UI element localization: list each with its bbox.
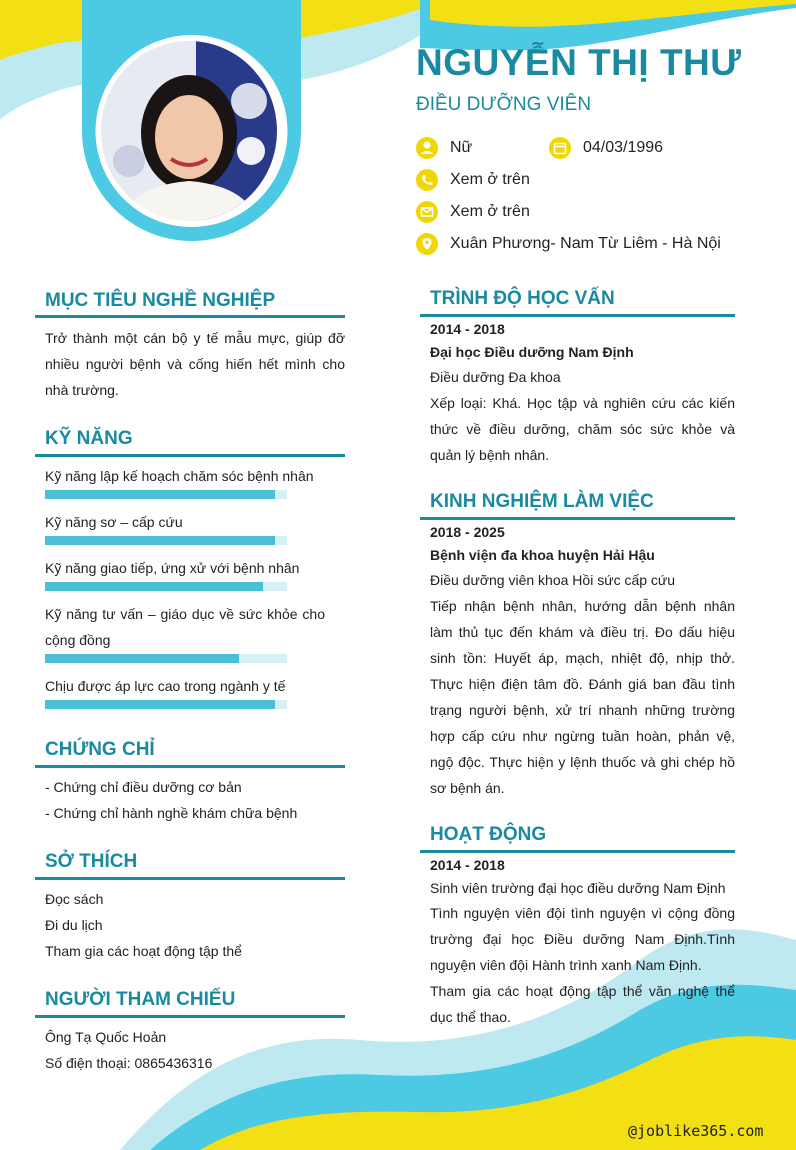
certificates-title: CHỨNG CHỈ: [45, 739, 155, 760]
objective-text: Trở thành một cán bộ y tế mẫu mực, giúp đỡ nhiều người bệnh và cống hiến hết mình cho nhà trường.: [45, 330, 345, 398]
hobbies-divider: [35, 877, 345, 880]
skill-label: Chịu được áp lực cao trong ngành y tế: [45, 678, 286, 694]
birthday-value: 04/03/1996: [583, 139, 664, 156]
education-detail: Xếp loại: Khá. Học tập và nghiên cứu các kiến thức về điều dưỡng, chăm sóc sức khỏe và quản lý bệnh nhân.: [430, 395, 735, 463]
skill-bar: [45, 654, 287, 663]
skills-divider: [35, 454, 345, 457]
hobby-item: Tham gia các hoạt động tập thể: [45, 943, 242, 959]
candidate-name: NGUYỄN THỊ THƯ: [416, 42, 742, 83]
experience-detail: Tiếp nhận bệnh nhân, hướng dẫn bệnh nhân làm thủ tục đến khám và điều trị. Đo dấu hiệu sinh tồn: Huyết áp, mạch, nhiệt độ, nhịp thở. Thực hiện điện tâm đồ. Đánh giá ban đầu tình trạng người bệnh, xử trí nhanh những trường hợp cấp cứu như ngừng tuần hoàn, phản vệ, ngộ độc. Thực hiện y lệnh thuốc và ghi chép hồ sơ bệnh án.: [430, 598, 735, 796]
reference-phone: Số điện thoại: 0865436316: [45, 1055, 213, 1071]
certificates-divider: [35, 765, 345, 768]
email-value: Xem ở trên: [450, 203, 530, 220]
skill-bar-fill: [45, 536, 275, 545]
skill-bar: [45, 582, 287, 591]
candidate-role: ĐIỀU DƯỠNG VIÊN: [416, 94, 592, 115]
phone-value: Xem ở trên: [450, 171, 530, 188]
activities-title: HOẠT ĐỘNG: [430, 824, 547, 845]
skill-bar: [45, 700, 287, 709]
mail-icon: [416, 201, 438, 223]
skill-bar-fill: [45, 490, 275, 499]
experience-period: 2018 - 2025: [430, 524, 505, 540]
skill-label: Kỹ năng tư vấn – giáo dục về sức khỏe cho cộng đồng: [45, 606, 325, 648]
address-value: Xuân Phương- Nam Từ Liêm - Hà Nội: [450, 235, 721, 252]
activities-period: 2014 - 2018: [430, 857, 505, 873]
hobby-item: Đọc sách: [45, 891, 104, 907]
objective-title: MỤC TIÊU NGHỀ NGHIỆP: [45, 290, 276, 311]
gender-row: [416, 137, 472, 159]
birthday-row: [549, 137, 663, 159]
activity-line: Sinh viên trường đại học điều dưỡng Nam Định: [430, 880, 726, 896]
experience-position: Điều dưỡng viên khoa Hồi sức cấp cứu: [430, 572, 676, 588]
phone-icon: [416, 169, 438, 191]
skill-label: Kỹ năng lập kế hoạch chăm sóc bệnh nhân: [45, 468, 314, 484]
education-major: Điều dưỡng Đa khoa: [430, 369, 561, 385]
objective-divider: [35, 315, 345, 318]
watermark: @joblike365.com: [628, 1122, 764, 1140]
certificate-item: - Chứng chỉ hành nghề khám chữa bệnh: [45, 805, 298, 821]
experience-title: KINH NGHIỆM LÀM VIỆC: [430, 491, 654, 512]
gender-value: Nữ: [450, 139, 473, 156]
experience-company: Bệnh viện đa khoa huyện Hải Hậu: [430, 547, 655, 563]
skill-label: Kỹ năng sơ – cấp cứu: [45, 514, 183, 530]
skill-bar-fill: [45, 700, 275, 709]
skill-bar-fill: [45, 582, 263, 591]
education-period: 2014 - 2018: [430, 321, 505, 337]
skills-title: KỸ NĂNG: [45, 428, 133, 449]
skill-bar: [45, 536, 287, 545]
certificate-item: - Chứng chỉ điều dưỡng cơ bản: [45, 779, 242, 795]
avatar: [101, 41, 277, 221]
education-title: TRÌNH ĐỘ HỌC VẤN: [430, 288, 615, 309]
location-icon: [416, 233, 438, 255]
activity-line: Tình nguyện viên đội tình nguyện vì cộng đồng trường đại học Điều dưỡng Nam Định.Tình nguyện viên đội Hành trình xanh Nam Định.: [430, 905, 735, 973]
hobby-item: Đi du lịch: [45, 917, 103, 933]
skill-bar-fill: [45, 654, 239, 663]
hobbies-title: SỞ THÍCH: [45, 851, 138, 872]
skill-bar: [45, 490, 287, 499]
phone-row: [416, 169, 530, 191]
references-divider: [35, 1015, 345, 1018]
user-icon: [416, 137, 438, 159]
activity-line: Tham gia các hoạt động tập thể văn nghệ thể dục thể thao.: [430, 983, 735, 1025]
education-school: Đại học Điều dưỡng Nam Định: [430, 344, 634, 360]
calendar-icon: [549, 137, 571, 159]
reference-name: Ông Tạ Quốc Hoản: [45, 1029, 167, 1045]
email-row: [416, 201, 530, 223]
skill-label: Kỹ năng giao tiếp, ứng xử với bệnh nhân: [45, 560, 300, 576]
references-title: NGƯỜI THAM CHIẾU: [45, 989, 236, 1010]
address-row: [416, 233, 721, 255]
